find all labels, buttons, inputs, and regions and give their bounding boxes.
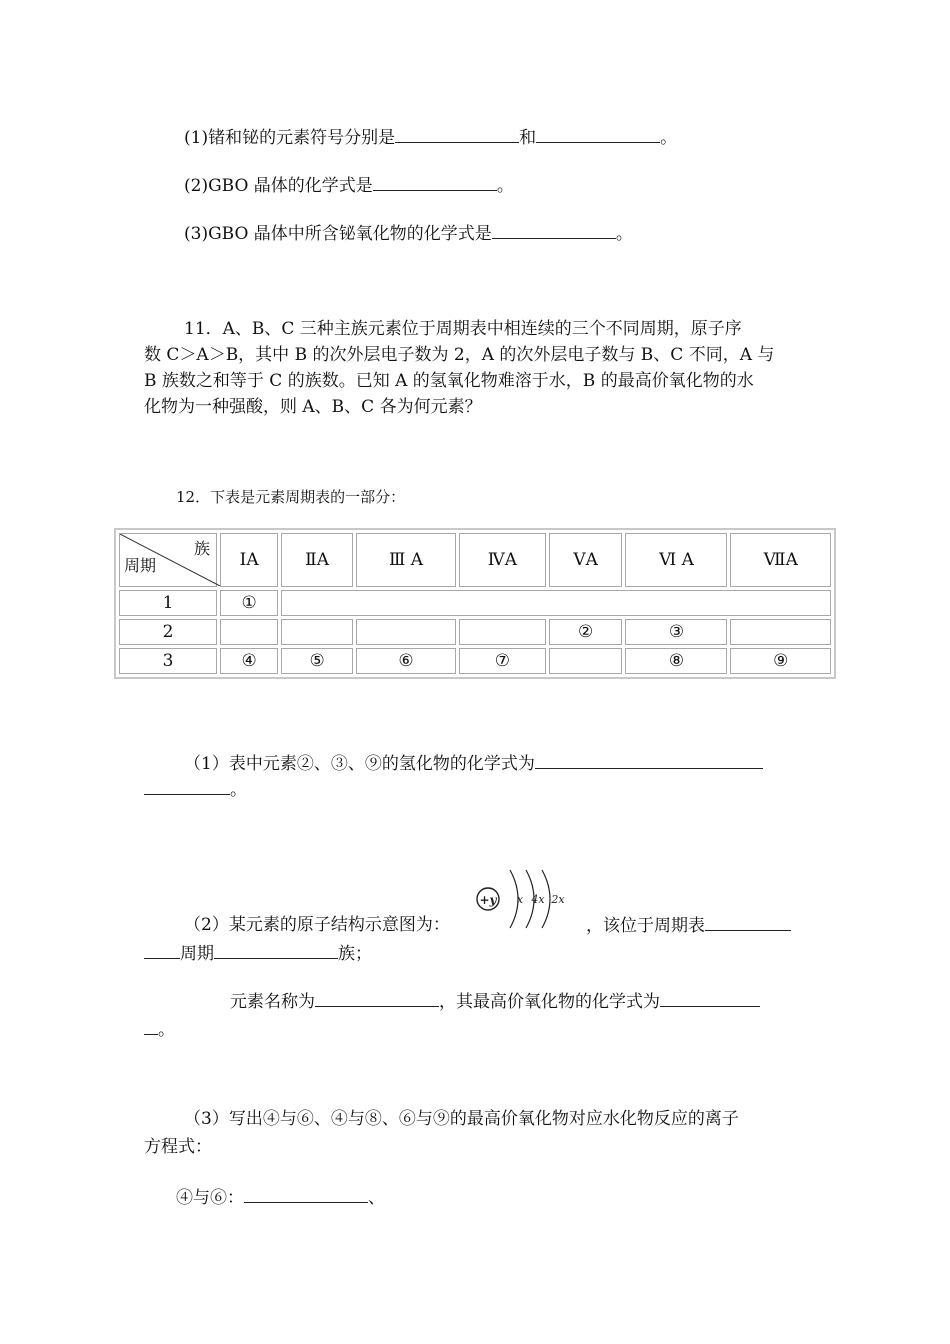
answer-blank[interactable] — [705, 912, 791, 931]
nucleus-charge: +y — [479, 893, 497, 907]
group-header: ⅠA — [220, 533, 278, 587]
answer-blank[interactable] — [373, 172, 497, 191]
q11-line1: 11．A、B、C 三种主族元素位于周期表中相连续的三个不同周期，原子序 — [184, 319, 742, 339]
element-cell: ⑦ — [459, 648, 546, 674]
period-cell: 2 — [119, 619, 217, 645]
answer-blank[interactable] — [315, 988, 439, 1007]
q10-part1: (1)锗和铋的元素符号分别是 和 。 — [184, 124, 677, 151]
answer-blank[interactable] — [144, 940, 180, 959]
table-corner-cell — [119, 533, 217, 587]
shell-electron-count: 4x — [531, 893, 545, 906]
q12-sub1-cont: 。 — [144, 776, 247, 803]
period-cell: 1 — [119, 590, 217, 616]
corner-group-label: 族 — [193, 539, 210, 558]
element-cell: ② — [549, 619, 623, 645]
group-header: ⅦA — [730, 533, 831, 587]
q12-sub2-name-cont: 。 — [144, 1016, 175, 1043]
element-cell — [549, 648, 623, 674]
element-cell — [730, 619, 831, 645]
atomic-structure-diagram — [474, 866, 574, 932]
answer-blank[interactable] — [535, 750, 763, 769]
answer-blank[interactable] — [492, 220, 616, 239]
answer-blank[interactable] — [144, 776, 230, 795]
corner-period-label: 周期 — [124, 556, 157, 575]
q10-part2: (2)GBO 晶体的化学式是 。 — [184, 172, 514, 199]
q11-line3: B 族数之和等于 C 的族数。已知 A 的氢氧化物难溶于水，B 的最高价氧化物的水 — [144, 371, 754, 391]
q12-sub2-name: 元素名称为 ，其最高价氧化物的化学式为 — [230, 988, 760, 1015]
answer-blank[interactable] — [660, 988, 760, 1007]
table-row — [119, 619, 831, 645]
answer-blank[interactable] — [244, 1184, 368, 1203]
element-cell — [356, 619, 456, 645]
periodic-table — [114, 528, 836, 679]
group-header: Ⅵ A — [625, 533, 727, 587]
q12-sub2-after: ，该位于周期表 — [586, 912, 791, 939]
element-cell: ⑧ — [625, 648, 727, 674]
q12-sub2: （2）某元素的原子结构示意图为： — [184, 915, 450, 935]
shell-electron-count: x — [516, 893, 524, 906]
q12-sub3-line2: 方程式： — [144, 1137, 212, 1157]
element-cell — [459, 619, 546, 645]
q12-sub2-line2: 周期 族； — [144, 940, 372, 967]
group-header: ⅡA — [281, 533, 353, 587]
group-header: ⅣA — [459, 533, 546, 587]
q12-intro: 12．下表是元素周期表的一部分： — [176, 488, 406, 506]
table-header-row — [119, 533, 831, 587]
answer-blank[interactable] — [144, 1016, 158, 1035]
period-cell: 3 — [119, 648, 217, 674]
element-cell: ③ — [625, 619, 727, 645]
answer-blank[interactable] — [536, 124, 660, 143]
q11-line4: 化物为一种强酸，则 A、B、C 各为何元素？ — [144, 397, 482, 417]
element-cell — [281, 619, 353, 645]
empty-span-cell — [281, 590, 831, 616]
element-cell: ⑥ — [356, 648, 456, 674]
q11-line2: 数 C＞A＞B，其中 B 的次外层电子数为 2，A 的次外层电子数与 B、C 不同，A 与 — [144, 345, 775, 365]
element-cell: ④ — [220, 648, 278, 674]
q12-sub3-line1: （3）写出④与⑥、④与⑧、⑥与⑨的最高价氧化物对应水化物反应的离子 — [184, 1109, 739, 1129]
answer-blank[interactable] — [214, 940, 338, 959]
shell-electron-count: 2x — [551, 893, 565, 906]
group-header: Ⅲ A — [356, 533, 456, 587]
table-row — [119, 590, 831, 616]
element-cell: ⑨ — [730, 648, 831, 674]
q12-sub3-item: ④与⑥： 、 — [176, 1184, 385, 1211]
q12-sub1: （1）表中元素②、③、⑨的氢化物的化学式为 — [184, 750, 763, 777]
element-cell: ① — [220, 590, 278, 616]
q10-part3: (3)GBO 晶体中所含铋氧化物的化学式是 。 — [184, 220, 633, 247]
element-cell: ⑤ — [281, 648, 353, 674]
answer-blank[interactable] — [395, 124, 519, 143]
element-cell — [220, 619, 278, 645]
group-header: ⅤA — [549, 533, 623, 587]
table-row — [119, 648, 831, 674]
